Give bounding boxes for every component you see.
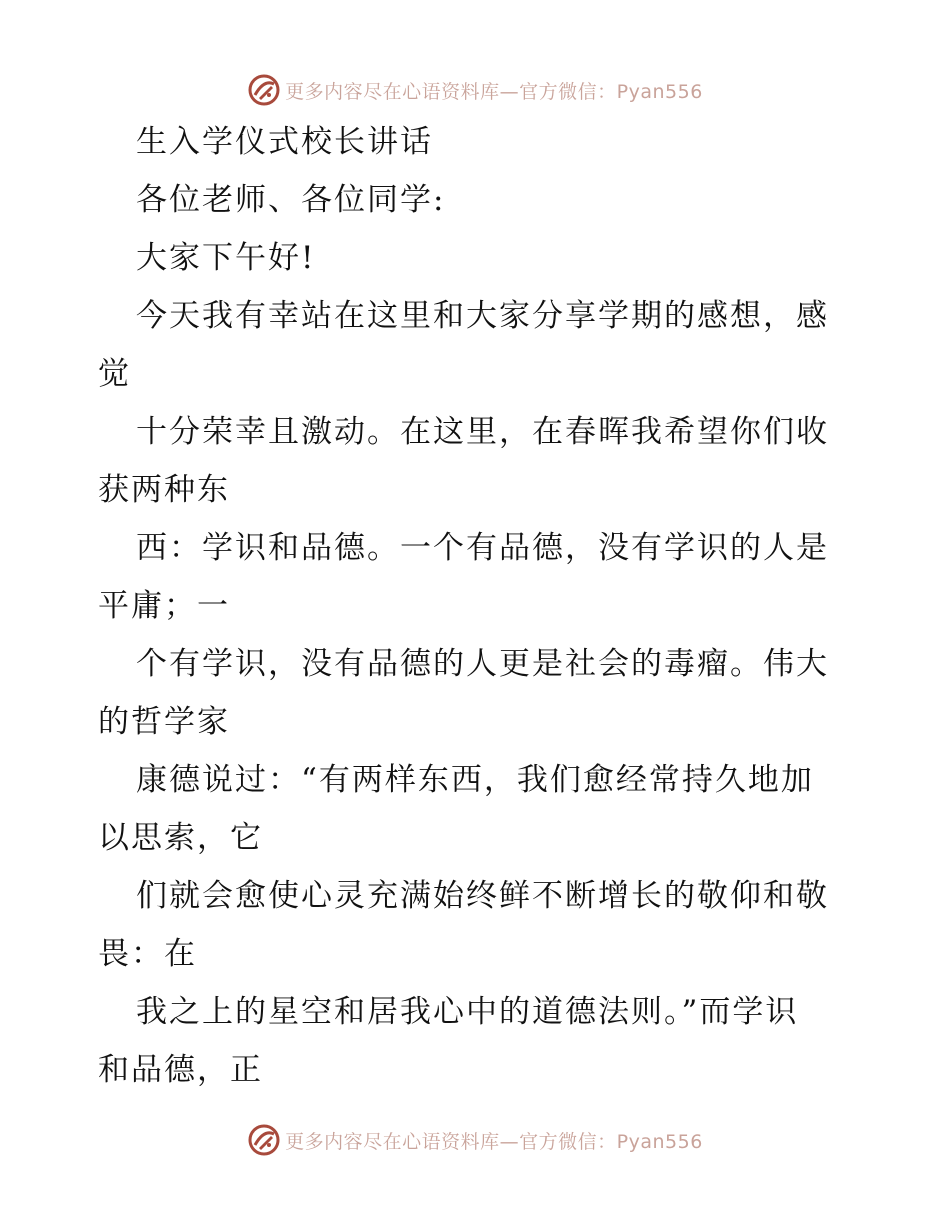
doc-line: 获两种东 [98,472,230,508]
doc-line: 我之上的星空和居我心中的道德法则。”而学识 [136,994,799,1030]
doc-line: 个有学识，没有品德的人更是社会的毒瘤。伟大 [136,646,829,682]
doc-line: 觉 [98,356,131,392]
doc-line: 们就会愈使心灵充满始终鲜不断增长的敬仰和敬 [136,878,829,914]
header-banner [0,70,950,110]
pen-logo-icon [247,1123,281,1157]
doc-title: 生入学仪式校长讲话 [136,124,433,160]
doc-line: 西：学识和品德。一个有品德，没有学识的人是 [136,530,829,566]
doc-line: 的哲学家 [98,704,230,740]
doc-line: 康德说过：“有两样东西，我们愈经常持久地加 [136,762,814,798]
doc-line: 今天我有幸站在这里和大家分享学期的感想，感 [136,298,829,334]
doc-line: 各位老师、各位同学: [136,182,446,218]
doc-line: 十分荣幸且激动。在这里，在春晖我希望你们收 [136,414,829,450]
doc-line: 畏：在 [98,936,197,972]
header-banner-text: 更多内容尽在心语资料库—官方微信：Pyan556 [285,80,703,103]
pen-logo-icon [247,73,281,107]
doc-line: 以思索，它 [98,820,263,856]
doc-line: 平庸；一 [98,588,230,624]
footer-banner [0,1120,950,1160]
doc-line: 大家下午好! [136,240,316,276]
footer-banner-text: 更多内容尽在心语资料库—官方微信：Pyan556 [285,1130,703,1153]
doc-line: 和品德，正 [98,1052,263,1088]
